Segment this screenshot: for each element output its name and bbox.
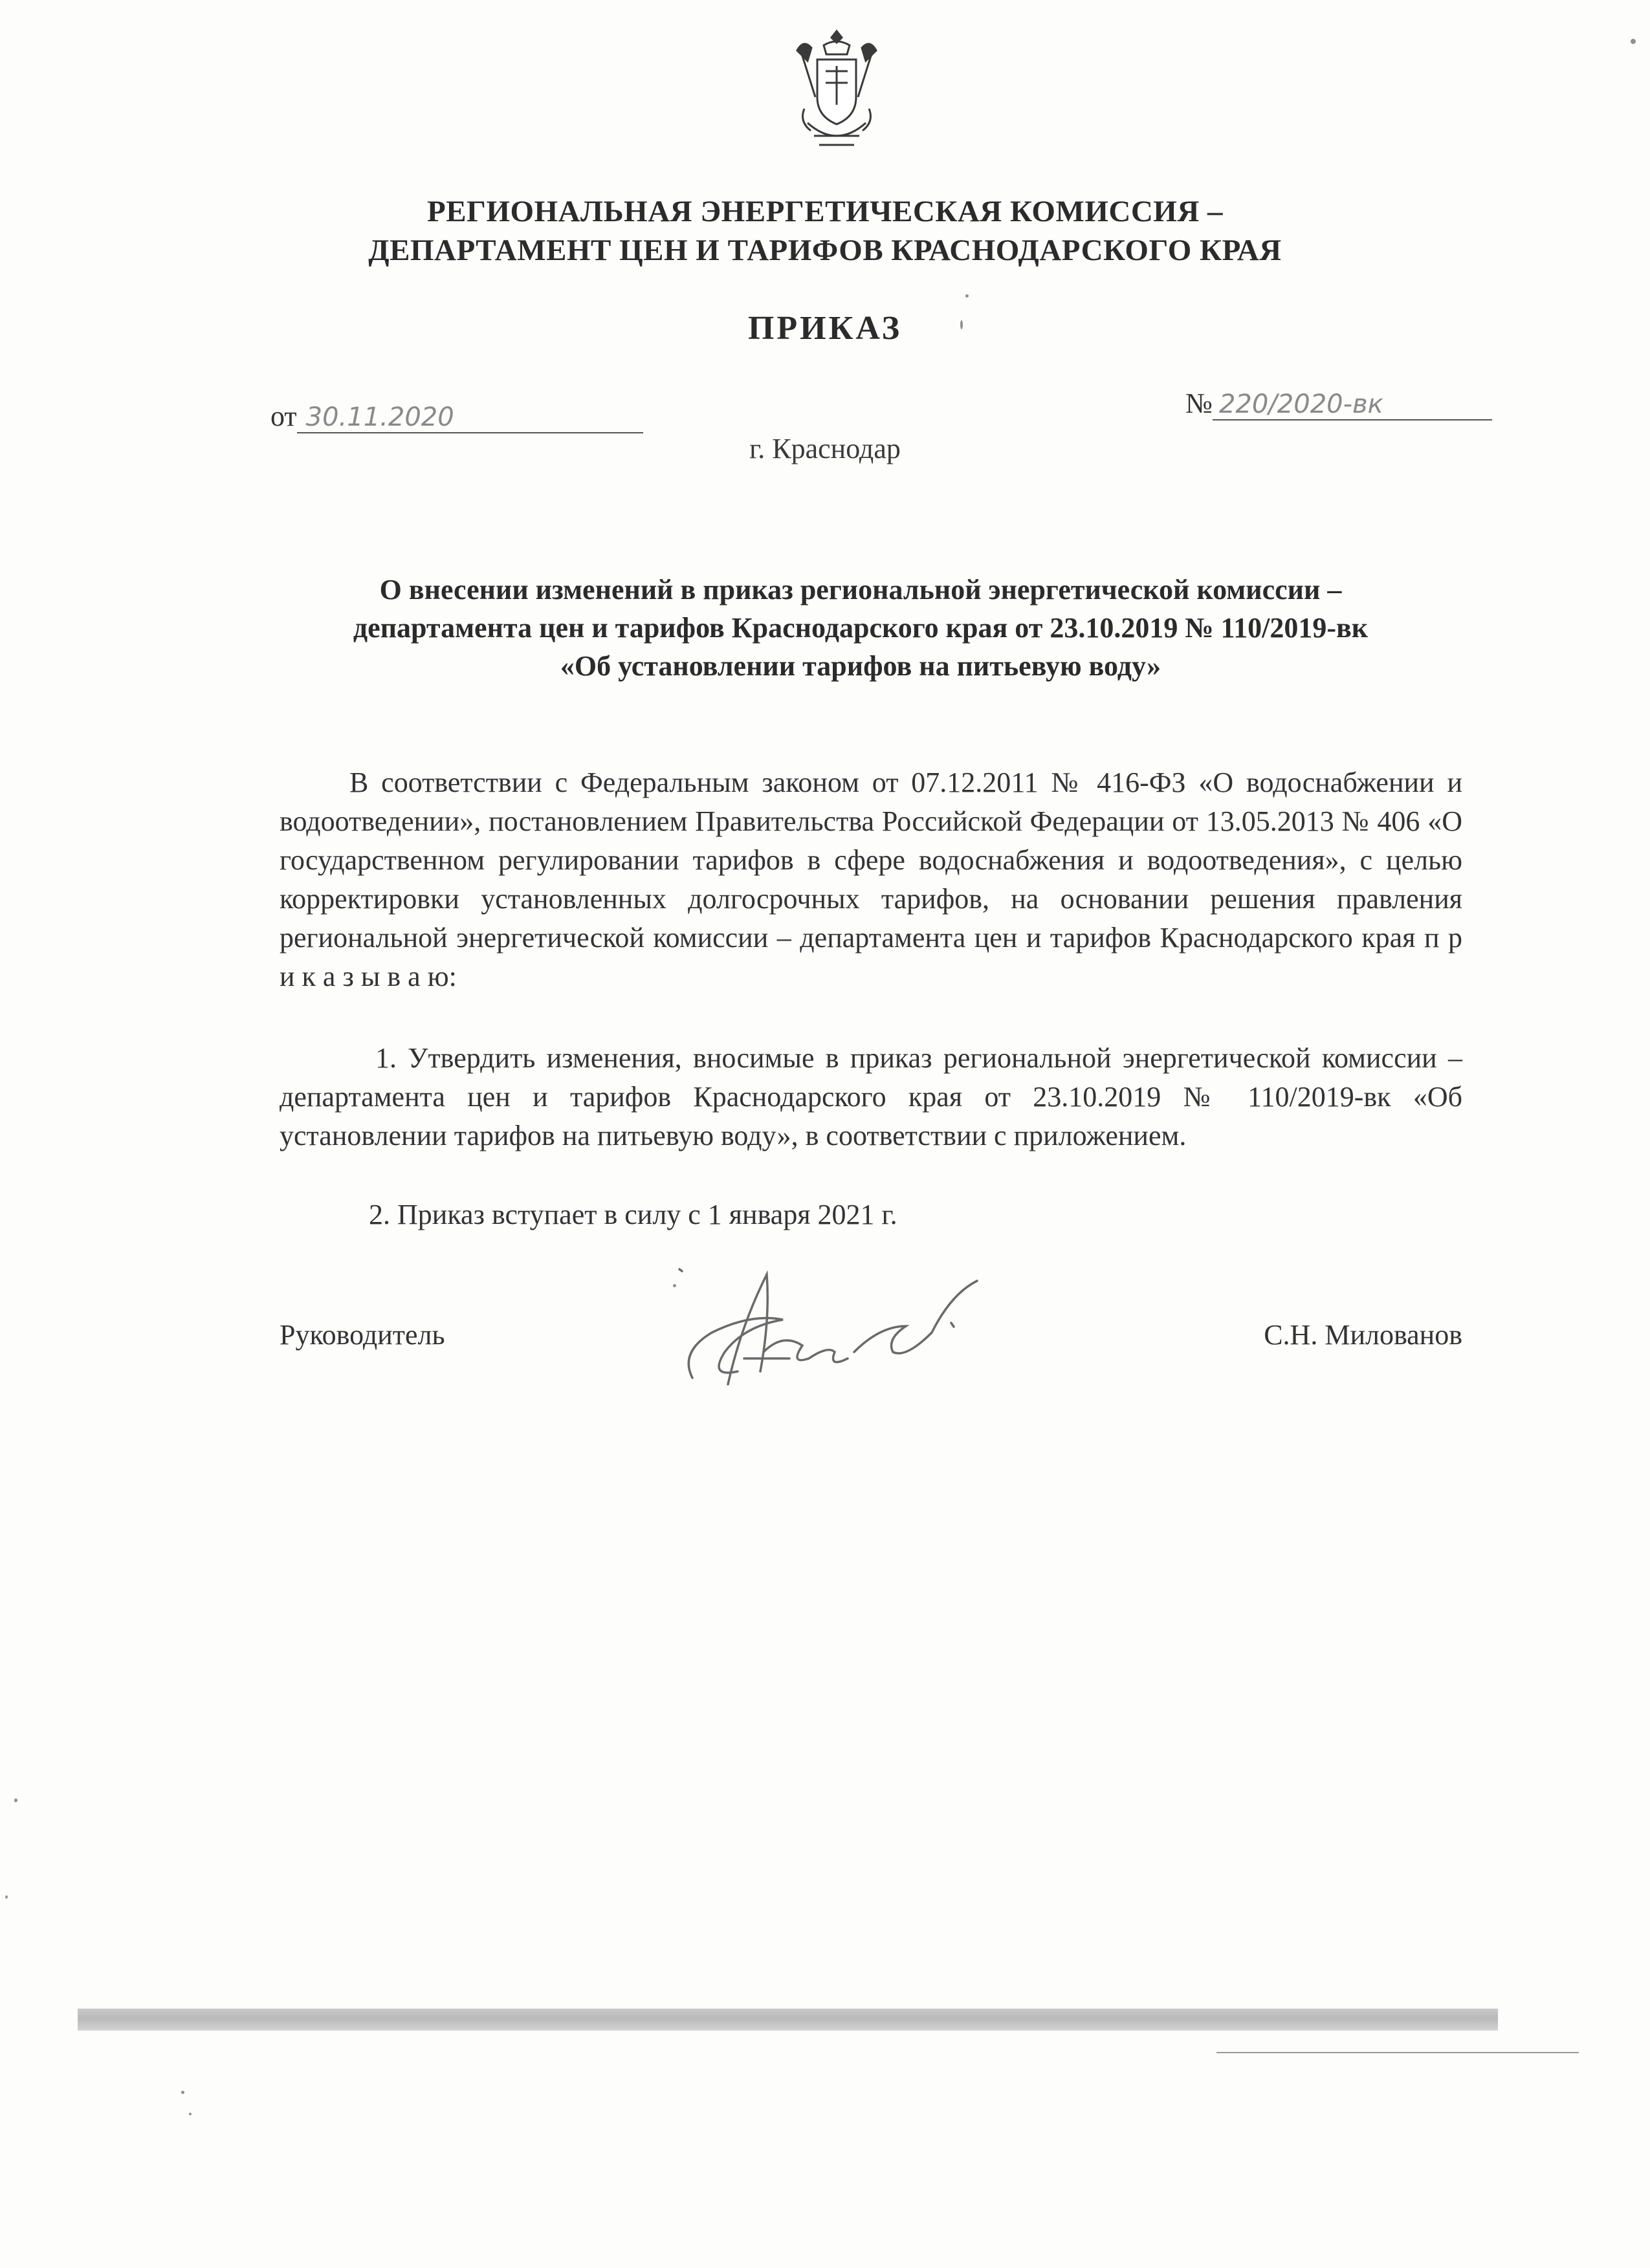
document-type-title: ПРИКАЗ (747, 310, 903, 347)
scan-speck (1631, 39, 1636, 44)
body-item-1: 1. Утвердить изменения, вносимые в приказ региональной энергетической комиссии – департамента цен и тарифов Краснодарского края от 23.10.2019 № 110/2019-вк «Об установлении тарифов на питьевую воду», в соответствии с приложением. (280, 1042, 1462, 1151)
document-subject: О внесении изменений в приказ региональной энергетической комиссии – департамента цен и тарифов Краснодарского края от 23.10.2019 № 110/2019-вк «Об установлении тарифов на питьевую воду» (353, 574, 1369, 682)
date-handwritten: 30.11.2020 (297, 402, 643, 433)
document-date (270, 400, 643, 433)
scan-speck (673, 1284, 676, 1287)
scan-speck (14, 1798, 17, 1802)
number-prefix: № (1185, 387, 1213, 419)
signatory-name: С.Н. Милованов (1264, 1319, 1462, 1351)
coat-of-arms-icon (788, 26, 885, 162)
signatory-role: Руководитель (280, 1319, 445, 1351)
city: г. Краснодар (749, 433, 901, 464)
scan-speck (189, 2113, 192, 2115)
number-handwritten: 220/2020-вк (1213, 389, 1492, 420)
body-preamble: В соответствии с Федеральным законом от 07.12.2011 № 416-ФЗ «О водоснабжении и водоотведении», постановлением Правительства Российской Федерации от 13.05.2013 № 406 «О государственном регулировании тарифов в сфере водоснабжения и водоотведения», с целью корректировки установленных долгосрочных тарифов, на основании решения правления региональной энергетической комиссии – департамента цен и тарифов Краснодарского края п р и к а з ы в а ю: (280, 767, 1462, 992)
date-prefix: от (270, 400, 297, 432)
org-name-line-1: РЕГИОНАЛЬНАЯ ЭНЕРГЕТИЧЕСКАЯ КОМИССИЯ – (426, 195, 1224, 228)
document-number (1185, 387, 1492, 420)
scan-speck (5, 1895, 8, 1899)
scan-speck (960, 320, 963, 329)
scan-speck (181, 2091, 184, 2094)
scan-speck (965, 294, 969, 298)
handwritten-signature (666, 1261, 1029, 1404)
body-item-2: 2. Приказ вступает в силу с 1 января 2021 г. (369, 1199, 897, 1230)
scan-artifact-line (1216, 2052, 1579, 2053)
scan-artifact-bar (78, 2009, 1498, 2031)
org-name-line-2: ДЕПАРТАМЕНТ ЦЕН И ТАРИФОВ КРАСНОДАРСКОГО КРАЯ (368, 234, 1282, 267)
